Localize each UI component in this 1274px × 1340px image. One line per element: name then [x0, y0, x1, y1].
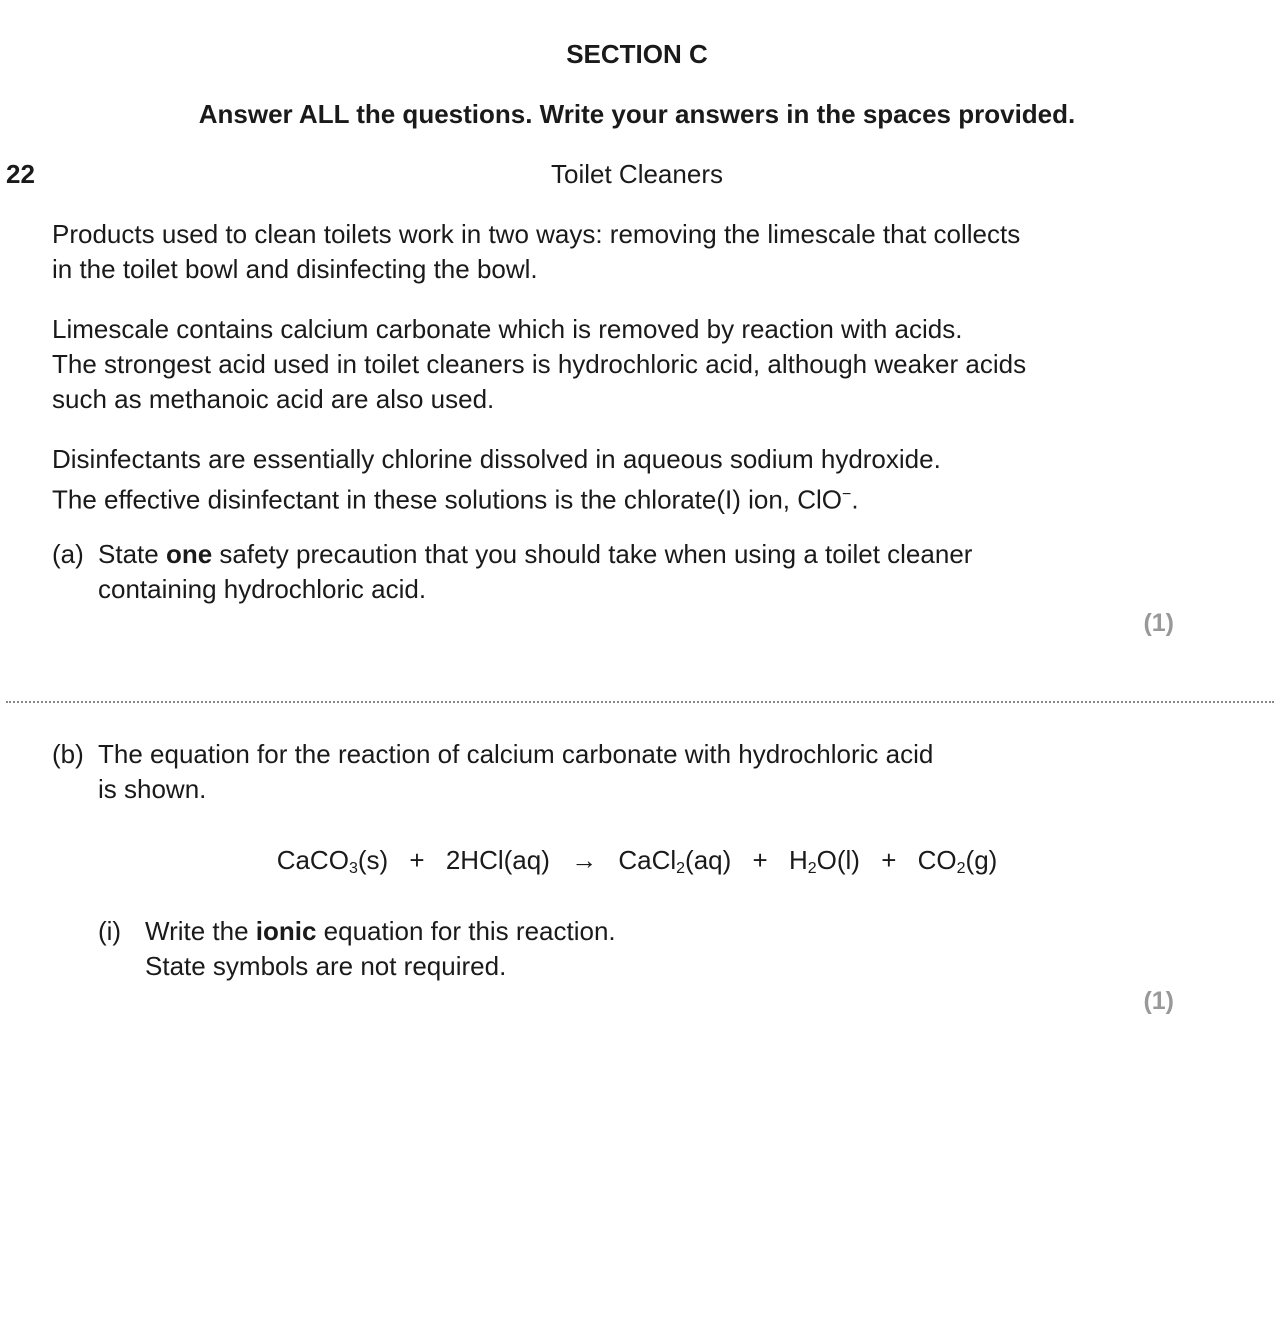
reactant-calcium-carbonate: CaCO$_3$(s) [276, 845, 389, 877]
text-line: The strongest acid used in toilet cleaners is hydrochloric acid, although weaker acids [52, 349, 1027, 379]
text: . [851, 484, 859, 515]
arrow: → [571, 845, 598, 875]
reactant-hcl: 2HCl(aq) [445, 845, 550, 875]
text-line: is shown. [98, 774, 207, 804]
text: safety precaution that you should take when using a toilet cleaner [212, 539, 973, 569]
part-b-label: (b) [52, 739, 84, 769]
paragraph-1 [52, 217, 1020, 287]
text-line: Products used to clean toilets work in two ways: removing the limescale that collects [52, 219, 1021, 249]
section-title: SECTION C [566, 39, 708, 69]
text: equation for this reaction. [316, 916, 616, 946]
plus: + [409, 845, 425, 875]
question-number: 22 [6, 159, 35, 189]
emphasis: ionic [255, 916, 317, 946]
plus: + [752, 845, 768, 875]
text-line [98, 537, 972, 572]
instruction: Answer ALL the questions. Write your answers in the spaces provided. [198, 99, 1076, 129]
part-a-question [98, 537, 972, 607]
text: The effective disinfectant in these solutions is the chlorate(I) ion, ClO [52, 484, 843, 515]
plus: + [881, 845, 897, 875]
product-carbon-dioxide: $CO_2(g)$ [917, 845, 998, 877]
marks-a: (1) [1143, 609, 1174, 637]
text-line [145, 914, 616, 949]
text: Write the [145, 916, 256, 946]
question-title: Toilet Cleaners [551, 159, 723, 189]
part-bi-label: (i) [98, 916, 122, 946]
paragraph-2 [52, 312, 1026, 417]
part-b-question [98, 737, 933, 807]
paragraph-3 [52, 442, 941, 518]
emphasis: one [165, 539, 213, 569]
charge: − [842, 486, 852, 503]
text-line [52, 477, 941, 518]
text-line: Disinfectants are essentially chlorine dissolved in aqueous sodium hydroxide. [52, 444, 941, 474]
text-line: in the toilet bowl and disinfecting the bowl. [52, 254, 538, 284]
part-a-label: (a) [52, 539, 84, 569]
product-calcium-chloride: CaCl$_2$(aq) [618, 845, 732, 877]
chemical-equation [0, 843, 1274, 886]
text-line: such as methanoic acid are also used. [52, 384, 495, 414]
text-line: containing hydrochloric acid. [98, 574, 427, 604]
product-water: $H_2O(l)$ [788, 845, 860, 877]
text: State [98, 539, 166, 569]
text-line: The equation for the reaction of calcium carbonate with hydrochloric acid [98, 739, 934, 769]
text-line: State symbols are not required. [145, 951, 507, 981]
text-line: Limescale contains calcium carbonate which is removed by reaction with acids. [52, 314, 963, 344]
answer-line[interactable] [6, 701, 1274, 703]
marks-bi: (1) [1143, 987, 1174, 1015]
part-bi-question [145, 914, 616, 984]
